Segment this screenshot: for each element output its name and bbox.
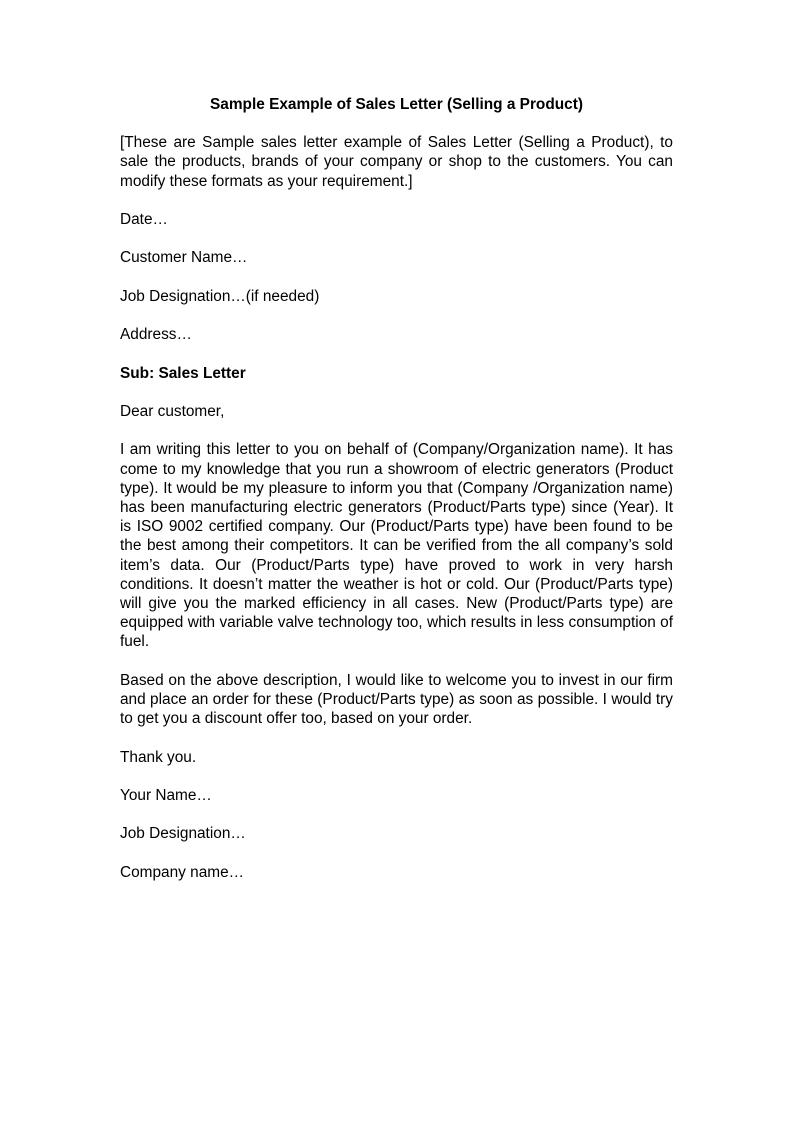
customer-name-line: Customer Name… [120,249,248,267]
closing-line: Thank you. [120,748,197,766]
date-line: Date… [120,211,168,228]
address-line: Address… [120,326,192,344]
job-designation-line: Job Designation…(if needed) [120,287,320,305]
body-paragraph-2: Based on the above description, I would like to welcome you to invest in our firm and place an order for these (Product/Parts type) as soon as possible. I would try to get you a discount offer too, based on your order. [120,671,673,728]
company-name-line: Company name… [120,863,245,881]
salutation: Dear customer, [120,402,225,420]
subject-line: Sub: Sales Letter [120,364,246,382]
sender-name-line: Your Name… [120,786,212,804]
sender-designation-line: Job Designation… [120,825,246,843]
document-title: Sample Example of Sales Letter (Selling a Product) [210,96,583,113]
body-paragraph-1: I am writing this letter to you on behalf of (Company/Organization name). It has come to my knowledge that you run a showroom of electric generators (Product type). It would be my pleasure to inform you that (Company /Organization name) has been manufacturing electric generators (Product/Parts type) since (Year). It is ISO 9002 certified company. Our (Product/Parts type) have been found to be the best among their competitors. It can be verified from the all company’s sold item’s data. Our (Product/Parts type) have proved to work in very harsh conditions. It doesn’t matter the weather is hot or cold. Our (Product/Parts type) will give you the marked efficiency in all cases. New (Product/Parts type) are equipped with variable valve technology too, which results in less consumption of fuel. [120,441,673,651]
letter-content [120,95,673,901]
intro-paragraph: [These are Sample sales letter example of Sales Letter (Selling a Product), to sale the products, brands of your company or shop to the customers. You can modify these formats as your requirement.] [120,134,673,190]
